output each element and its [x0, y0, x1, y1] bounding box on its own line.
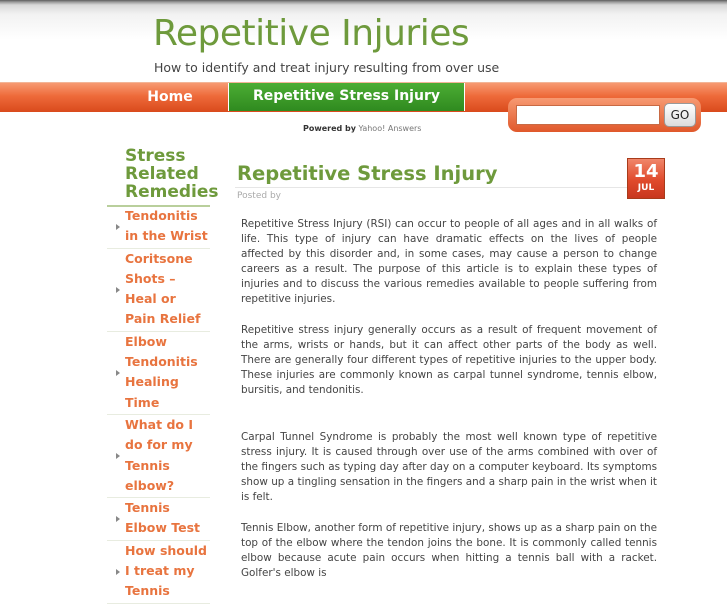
sidebar-item	[107, 332, 210, 415]
bullet-arrow-icon	[116, 370, 120, 376]
powered-by	[303, 124, 421, 133]
post-body	[241, 217, 657, 597]
date-badge	[627, 158, 665, 199]
sidebar-link[interactable]: How should I treat my Tennis	[125, 542, 208, 599]
post-paragraph: Repetitive stress injury generally occurs as a result of frequent movement of the arms, wrists or hands, but it can affect other parts of the body as well. There are generally four different types of repetitive injuries to the upper body. These injuries are commonly known as carpal tunnel syndrome, tennis elbow, bursitis, and tendonitis.	[241, 324, 657, 396]
bullet-arrow-icon	[116, 287, 120, 293]
site-title[interactable]: Repetitive Injuries	[153, 13, 470, 54]
search-input[interactable]	[516, 105, 660, 125]
sidebar-link[interactable]: What do I do for my Tennis elbow?	[125, 416, 193, 493]
search-box	[508, 98, 701, 132]
sidebar-link[interactable]: Tendonitis in the Wrist	[125, 208, 208, 244]
sidebar-item	[107, 206, 210, 249]
post-paragraph: Repetitive Stress Injury (RSI) can occur to people of all ages and in all walks of life. This type of injury can have dramatic effects on the lives of people affected by this disorder and, in some cases, may cause a person to change careers as a result. The purpose of this article is to explain these types of injuries and to discuss the various remedies available to people suffering from repetitive injuries.	[241, 218, 657, 305]
post-paragraph: Tennis Elbow, another form of repetitive injury, shows up as a sharp pain on the top of the elbow where the tendon joins the bone. It is commonly called tennis elbow because acute pain occurs when hitting a tennis ball with a racket. Golfer's elbow is	[241, 522, 657, 579]
search-go-button[interactable]: GO	[664, 103, 696, 127]
sidebar-link-list	[107, 206, 210, 604]
bullet-arrow-icon	[116, 224, 120, 230]
bullet-arrow-icon	[116, 453, 120, 459]
nav-home-link[interactable]: Home	[147, 89, 193, 105]
sidebar-link[interactable]: Tennis Elbow Test	[125, 500, 201, 536]
powered-by-source[interactable]: Yahoo! Answers	[358, 124, 422, 133]
nav-current-page-link[interactable]: Repetitive Stress Injury	[228, 83, 465, 111]
post-title-divider	[235, 187, 665, 188]
post-title[interactable]: Repetitive Stress Injury	[237, 162, 498, 185]
powered-by-label: Powered by	[303, 124, 356, 133]
sidebar-link[interactable]: Coritsone Shots – Heal or Pain Relief	[125, 250, 201, 327]
sidebar-item	[107, 415, 210, 498]
sidebar-item	[107, 541, 210, 604]
post-author: Posted by	[237, 191, 281, 201]
post-paragraph: Carpal Tunnel Syndrome is probably the most well known type of repetitive stress injury. It is caused through over use of the arms combined with over of the fingers such as typing day after day on a computer keyboard. Its symptoms show up a tingling sensation in the fingers and a sharp pain in the wrist when it is felt.	[241, 431, 657, 503]
site-tagline: How to identify and treat injury resulting from over use	[154, 60, 500, 75]
bullet-arrow-icon	[116, 516, 120, 522]
date-day: 14	[633, 161, 659, 182]
sidebar-title: Stress Related Remedies	[125, 146, 219, 202]
sidebar-item	[107, 249, 210, 332]
date-month: JUL	[637, 183, 655, 193]
bullet-arrow-icon	[116, 569, 120, 575]
sidebar-item	[107, 498, 210, 541]
sidebar-link[interactable]: Elbow Tendonitis Healing Time	[125, 333, 198, 410]
